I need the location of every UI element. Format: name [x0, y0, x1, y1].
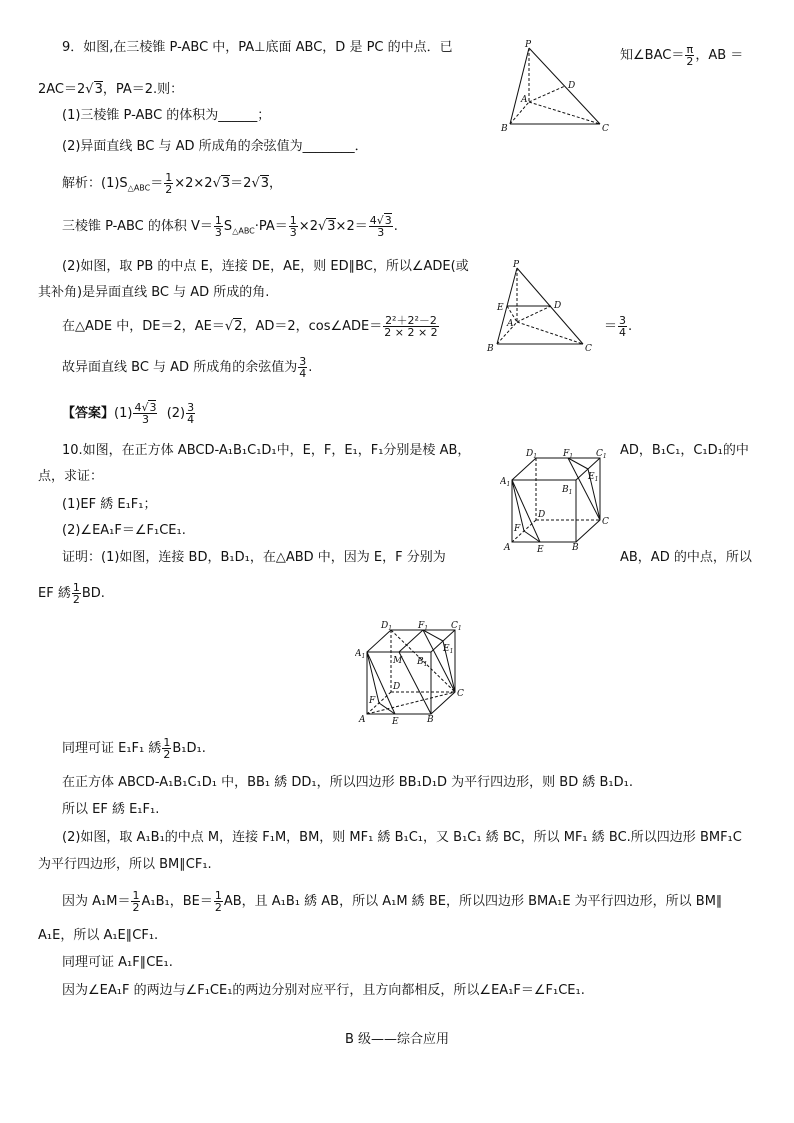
frac-vol — [369, 215, 393, 238]
sqrt: 3 — [221, 176, 231, 191]
den: 2 — [686, 55, 694, 68]
num: 4√3 — [134, 401, 157, 414]
text: ＝2 — [230, 176, 252, 191]
text: ×2 — [298, 219, 318, 234]
label-D: D — [554, 301, 562, 311]
q10-part2: (2)∠EA₁F＝∠F₁CE₁. — [62, 523, 186, 538]
text: 解析：(1)S — [62, 176, 128, 191]
text: ＝ — [150, 176, 164, 191]
frac-third — [214, 215, 223, 238]
label-C: C — [602, 517, 609, 527]
den: 2 — [132, 901, 140, 914]
q10-proof3 — [62, 737, 206, 760]
den: 4 — [187, 413, 195, 426]
label-A: A — [359, 715, 366, 725]
l: D — [381, 621, 389, 631]
label-C1 — [451, 621, 462, 632]
q9-sol5: 在△ADE 中，DE＝2，AE＝√2，AD＝2，cos∠ADE＝ $\frac{\text{2²＋2²－2}}{2 \times 2 \times 2}$ — [62, 314, 438, 339]
num: 1 — [289, 214, 297, 227]
l: B — [417, 657, 424, 667]
n: 4 — [369, 214, 377, 227]
answer-label: 【答案】 — [62, 406, 115, 421]
s: 1 — [457, 625, 462, 632]
num: π — [686, 43, 694, 56]
frac-3-4 — [186, 402, 195, 425]
s: 1 — [594, 476, 599, 483]
section-title: B 级——综合应用 — [344, 1032, 450, 1047]
q9-part1: (1)三棱锥 P-ABC 的体积为______； — [62, 108, 271, 123]
text: (2) — [166, 406, 186, 421]
text: 在△ADE 中，DE＝2，AE＝ — [62, 319, 225, 334]
label-D: D — [568, 81, 576, 91]
text: 知∠BAC＝ — [620, 48, 685, 63]
num: 1 — [214, 214, 222, 227]
text: 因为 A₁M＝ — [62, 894, 131, 909]
den: 3 — [377, 226, 385, 239]
label-A: A — [507, 319, 514, 329]
den: 2 — [163, 748, 171, 761]
pi-over-2 — [685, 44, 694, 67]
q10-line2: 点，求证： — [38, 469, 104, 484]
num: 1 — [72, 581, 80, 594]
text: . — [308, 360, 313, 375]
text: 三棱锥 P-ABC 的体积 V＝ — [62, 219, 213, 234]
text: ·PA＝ — [254, 219, 288, 234]
q10-proof4: 在正方体 ABCD-A₁B₁C₁D₁ 中，BB₁ 綉 DD₁，所以四边形 BB₁D₁D 为平行四边形，则 BD 綉 B₁D₁. — [62, 775, 633, 790]
num: 1 — [214, 889, 222, 902]
frac-3-4 — [618, 315, 627, 338]
q10-line1: 10.如图，在正方体 ABCD-A₁B₁C₁D₁中，E，F，E₁，F₁分别是棱 AB， — [62, 443, 471, 458]
den: 3 — [214, 226, 222, 239]
frac-vol — [133, 402, 157, 425]
text: . — [628, 319, 633, 334]
den: 2 — [214, 901, 222, 914]
sqrt: 2 — [234, 319, 243, 334]
tetrahedron-figure-2 — [483, 258, 608, 358]
den: 3 — [141, 413, 149, 426]
q10-part1: (1)EF 綉 E₁F₁； — [62, 497, 157, 512]
q10-proof8 — [62, 890, 722, 913]
num: 3 — [619, 314, 627, 327]
label-E1 — [587, 472, 598, 483]
text: AB，且 A₁B₁ 綉 AB，所以 A₁M 綉 BE，所以四边形 BMA₁E 为平行四边形，所以 BM∥ — [223, 894, 723, 909]
q10-proof10: 同理可证 A₁F∥CE₁. — [62, 955, 173, 970]
label-P: P — [525, 40, 532, 50]
label-B: B — [427, 715, 434, 725]
l: D — [526, 449, 534, 459]
num: 3 — [299, 355, 307, 368]
s: 1 — [506, 481, 511, 488]
label-B: B — [572, 543, 579, 553]
s: 1 — [449, 648, 454, 655]
text: ，PA＝2.则： — [102, 82, 184, 97]
n: 4 — [134, 401, 142, 414]
text: ， — [269, 176, 283, 191]
num: 1 — [163, 736, 171, 749]
q9-sol3: (2)如图，取 PB 的中点 E，连接 DE，AE，则 ED∥BC，所以∠ADE(或 — [62, 259, 469, 274]
q9-sol5-right — [604, 315, 632, 338]
q9-sol6 — [62, 356, 312, 379]
label-F: F — [514, 524, 521, 534]
frac-half — [131, 890, 140, 913]
q9-sol4: 其补角)是异面直线 BC 与 AD 所成的角. — [38, 285, 270, 300]
l: C — [451, 621, 458, 631]
q9-line2: 2AC＝2√3，PA＝2.则： — [38, 82, 184, 97]
label-D: D — [538, 510, 546, 520]
l: A — [355, 649, 362, 659]
q9-line1-right — [620, 44, 743, 67]
label-M: M — [393, 656, 403, 666]
label-A: A — [521, 95, 528, 105]
label-F: F — [369, 696, 376, 706]
q10-line1-right: AD，B₁C₁，C₁D₁的中 — [620, 443, 749, 458]
l: E — [443, 644, 450, 654]
frac-3-4 — [298, 356, 307, 379]
label-C1 — [596, 449, 607, 460]
sub: △ABC — [232, 226, 255, 236]
frac-half — [214, 890, 223, 913]
frac-half — [72, 582, 81, 605]
s: 1 — [361, 653, 366, 660]
den: 4 — [619, 326, 627, 339]
text: B₁D₁. — [172, 741, 206, 756]
text: EF 綉 — [38, 586, 71, 601]
sqrt: 3 — [384, 214, 392, 227]
frac-half — [164, 172, 173, 195]
q10-proof6: (2)如图，取 A₁B₁的中点 M，连接 F₁M，BM，则 MF₁ 綉 B₁C₁，又 B₁C₁ 綉 BC，所以 MF₁ 綉 BC.所以四边形 BMF₁C — [62, 830, 742, 845]
text: 2AC＝2 — [38, 82, 86, 97]
text: ×2×2 — [174, 176, 213, 191]
s: 1 — [533, 453, 538, 460]
l: F — [563, 449, 570, 459]
l: B — [562, 485, 569, 495]
q10-proof7: 为平行四边形，所以 BM∥CF₁. — [38, 857, 212, 872]
frac-third — [289, 215, 298, 238]
tetrahedron-figure-1 — [495, 38, 620, 138]
label-A1 — [500, 477, 510, 488]
sqrt: 3 — [94, 82, 103, 97]
l: F — [418, 621, 425, 631]
cube-figure-2 — [355, 618, 470, 726]
num: 1 — [132, 889, 140, 902]
num: 2²＋2²－2 — [385, 314, 437, 327]
text: 同理可证 E₁F₁ 綉 — [62, 741, 162, 756]
label-A: A — [504, 543, 511, 553]
frac-half — [162, 737, 171, 760]
den: 2 — [165, 183, 173, 196]
label-D1 — [525, 449, 537, 460]
text: . — [393, 219, 398, 234]
label-C: C — [457, 689, 464, 699]
text: ，AD＝2，cos∠ADE＝ — [242, 319, 383, 334]
label-D: D — [393, 682, 401, 692]
s: 1 — [568, 489, 573, 496]
cube-figure-1 — [500, 446, 615, 554]
frac-cos — [383, 315, 438, 338]
q9-sol2: 三棱锥 P-ABC 的体积 V＝ $\frac{1}{3}$ $S_{\triangle ABC}\cdot PA=$ $\frac{1}{3}$ ×2√3×2＝ $\frac{4√3}{3}$ . — [62, 214, 398, 239]
s: 1 — [569, 453, 574, 460]
text: BD. — [81, 586, 105, 601]
q10-proof1: 证明：(1)如图，连接 BD，B₁D₁，在△ABD 中，因为 E，F 分别为 — [62, 550, 446, 565]
q9-part2: (2)异面直线 BC 与 AD 所成角的余弦值为________． — [62, 139, 368, 154]
den: 2 — [72, 593, 80, 606]
q10-proof11: 因为∠EA₁F 的两边与∠F₁CE₁的两边分别对应平行，且方向都相反，所以∠EA₁F＝∠F₁CE₁. — [62, 983, 585, 998]
label-C: C — [585, 344, 592, 354]
text: ，AB ＝ — [695, 48, 744, 63]
den: 4 — [299, 367, 307, 380]
s: 1 — [602, 453, 607, 460]
text: ×2＝ — [335, 219, 368, 234]
sqrt: 3 — [149, 401, 157, 414]
q9-sol1: 解析：$(1)S_{\triangle ABC}=$ $\frac{1}{2}$ ×2×2√3＝2√3， — [62, 171, 283, 196]
label-E1 — [442, 644, 453, 655]
q9-line1: 9．如图,在三棱锥 P-ABC 中，PA⊥底面 ABC，D 是 PC 的中点．已 — [62, 40, 453, 55]
label-D1 — [380, 621, 392, 632]
label-F1 — [562, 449, 573, 460]
label-B1 — [561, 485, 572, 496]
text: S — [223, 219, 233, 234]
q10-proof2 — [38, 582, 105, 605]
label-E: E — [497, 303, 504, 313]
label-P: P — [513, 260, 520, 270]
label-F1 — [417, 621, 428, 632]
den: 3 — [289, 226, 297, 239]
l: A — [500, 477, 507, 487]
l: C — [596, 449, 603, 459]
q9-answer — [62, 402, 196, 425]
den: 2 × 2 × 2 — [384, 326, 438, 339]
num: 4√3 — [369, 214, 392, 227]
label-B: B — [501, 124, 508, 134]
label-B: B — [487, 344, 494, 354]
label-A1 — [355, 649, 365, 660]
label-E: E — [392, 717, 399, 726]
num: 3 — [187, 401, 195, 414]
text: (1) — [114, 406, 133, 421]
s: 1 — [388, 625, 393, 632]
s: 1 — [424, 625, 429, 632]
label-C: C — [602, 124, 609, 134]
q10-proof1-right: AB，AD 的中点，所以 — [620, 550, 752, 565]
q10-proof9: A₁E，所以 A₁E∥CF₁. — [38, 928, 159, 943]
sqrt: 3 — [260, 176, 270, 191]
q10-proof5: 所以 EF 綉 E₁F₁. — [62, 802, 160, 817]
label-B1 — [416, 657, 427, 668]
l: E — [588, 472, 595, 482]
text: ＝ — [604, 319, 618, 334]
s: 1 — [423, 661, 428, 668]
text: 故异面直线 BC 与 AD 所成角的余弦值为 — [62, 360, 298, 375]
sub: △ABC — [127, 183, 151, 193]
label-E: E — [537, 545, 544, 554]
num: 1 — [165, 171, 173, 184]
sqrt: 3 — [327, 219, 336, 234]
text: A₁B₁，BE＝ — [141, 894, 213, 909]
